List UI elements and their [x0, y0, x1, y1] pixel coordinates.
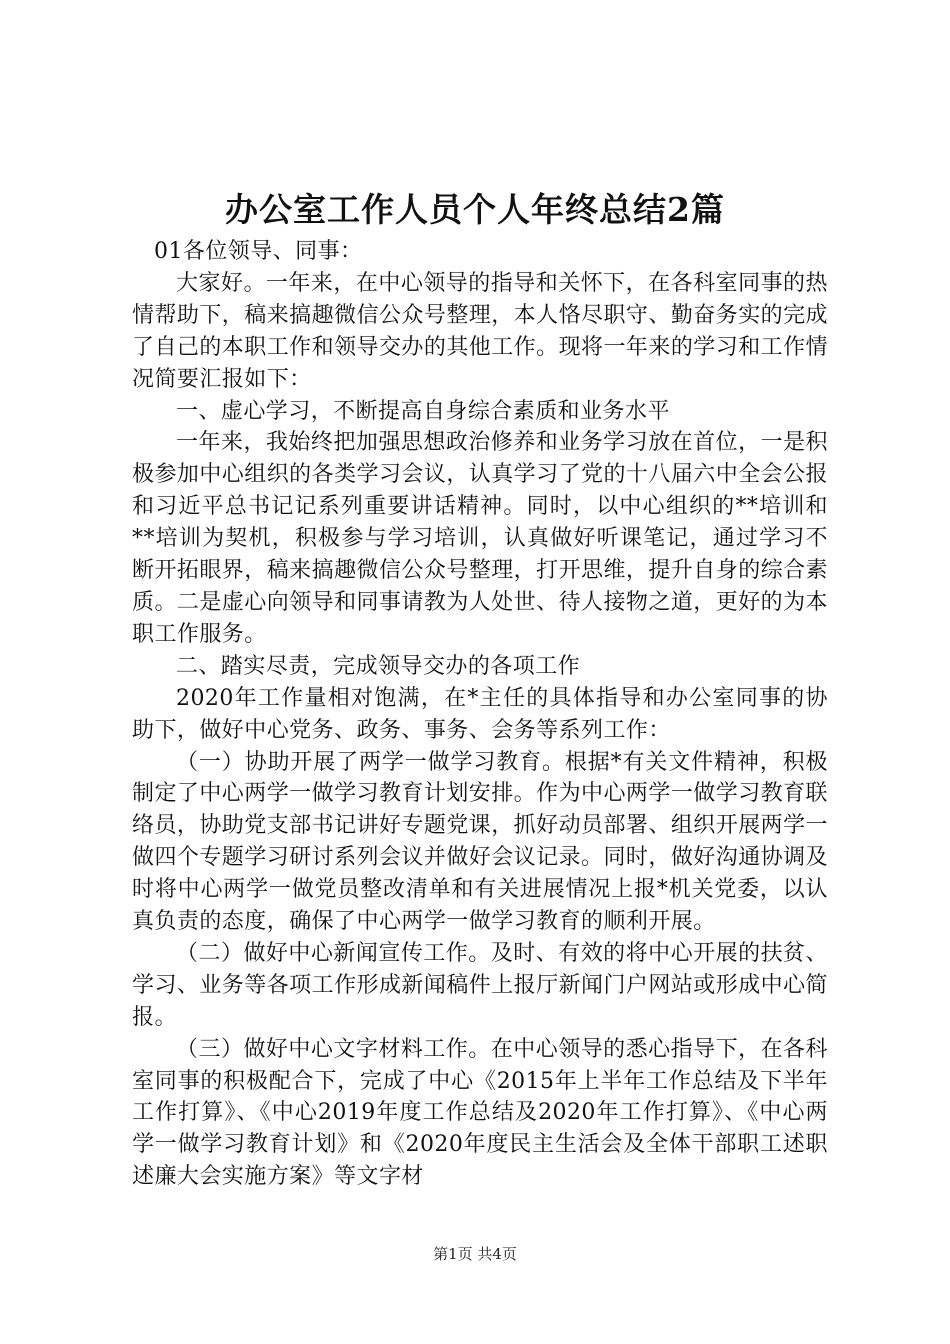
workload-paragraph: 2020年工作量相对饱满，在*主任的具体指导和办公室同事的协助下，做好中心党务、政务、事务、会务等系列工作：: [132, 685, 828, 743]
page-number-footer: 第1页 共4页: [433, 1245, 517, 1263]
section-heading-1: 一、虚心学习，不断提高自身综合素质和业务水平: [176, 398, 670, 424]
document-body: [132, 236, 828, 1193]
salutation-paragraph: 01各位领导、同事：: [154, 239, 363, 264]
item-3-paragraph: （三）做好中心文字材料工作。在中心领导的悉心指导下，在各科室同事的积极配合下，完成了中心《2015年上半年工作总结及下半年工作打算》、《中心2019年度工作总结及2020年工作打算》、《中心两学一做学习教育计划》和《2020年度民主生活会及全体干部职工述职述廉大会实施方案》等文字材: [132, 1036, 828, 1190]
section-heading-2: 二、踏实尽责，完成领导交办的各项工作: [176, 653, 581, 679]
study-paragraph: 一年来，我始终把加强思想政治修养和业务学习放在首位，一是积极参加中心组织的各类学习会议，认真学习了党的十八届六中全会公报和习近平总书记记系列重要讲话精神。同时，以中心组织的**培训和**培训为契机，积极参与学习培训，认真做好听课笔记，通过学习不断开拓眼界，稿来搞趣微信公众号整理，打开思维，提升自身的综合素质。二是虚心向领导和同事请教为人处世、待人接物之道，更好的为本职工作服务。: [132, 430, 828, 647]
document-title: 办公室工作人员个人年终总结2篇: [225, 190, 725, 229]
intro-paragraph: 大家好。一年来，在中心领导的指导和关怀下，在各科室同事的热情帮助下，稿来搞趣微信公众号整理，本人恪尽职守、勤奋务实的完成了自己的本职工作和领导交办的其他工作。现将一年来的学习和工作情况简要汇报如下：: [132, 270, 828, 392]
item-2-paragraph: （二）做好中心新闻宣传工作。及时、有效的将中心开展的扶贫、学习、业务等各项工作形成新闻稿件上报厅新闻门户网站或形成中心简报。: [132, 940, 828, 1030]
item-1-paragraph: （一）协助开展了两学一做学习教育。根据*有关文件精神，积极制定了中心两学一做学习教育计划安排。作为中心两学一做学习教育联络员，协助党支部书记讲好专题党课，抓好动员部署、组织开展两学一做四个专题学习研讨系列会议并做好会议记录。同时，做好沟通协调及时将中心两学一做党员整改清单和有关进展情况上报*机关党委，以认真负责的态度，确保了中心两学一做学习教育的顺利开展。: [132, 749, 828, 935]
